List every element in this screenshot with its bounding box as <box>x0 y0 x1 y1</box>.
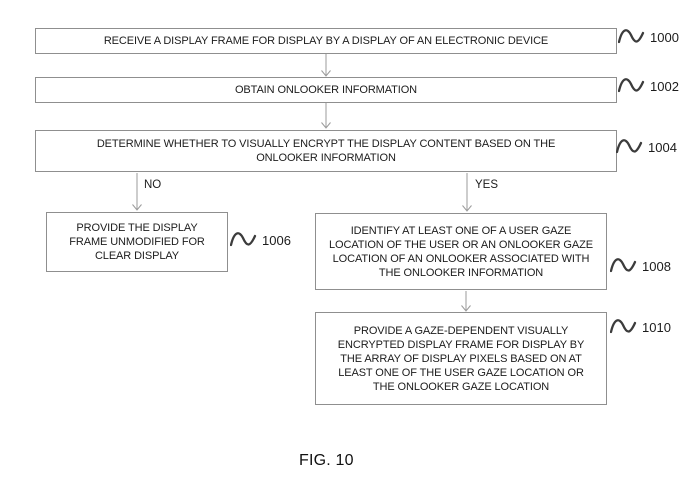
reference-squiggle-icon <box>230 229 257 251</box>
ref-number: 1004 <box>648 139 677 155</box>
step-box-provide-encrypted <box>315 312 607 405</box>
step-text: IDENTIFY AT LEAST ONE OF A USER GAZE LOCATION OF THE USER OR AN ONLOOKER GAZE LOCATION OF AN ONLOOKER ASSOCIATED WITH THE ONLOOKER INFORMATION <box>329 224 593 279</box>
ref-number: 1000 <box>650 29 679 45</box>
ref-number: 1008 <box>642 258 671 274</box>
ref-1004 <box>616 136 677 158</box>
arrow-down-icon <box>319 103 333 129</box>
step-text: RECEIVE A DISPLAY FRAME FOR DISPLAY BY A DISPLAY OF AN ELECTRONIC DEVICE <box>103 35 549 47</box>
figure-caption: FIG. 10 <box>299 452 354 469</box>
ref-1006 <box>230 229 291 251</box>
reference-squiggle-icon <box>618 75 645 97</box>
ref-1002 <box>618 75 679 97</box>
arrow-down-icon <box>319 54 333 77</box>
ref-1008 <box>610 255 671 277</box>
ref-number: 1002 <box>650 78 679 94</box>
branch-label-no: NO <box>144 179 162 191</box>
ref-number: 1006 <box>262 232 291 248</box>
reference-squiggle-icon <box>618 26 645 48</box>
arrow-down-icon <box>459 291 473 312</box>
branch-label-yes: YES <box>475 179 499 191</box>
arrow-down-no-branch-icon <box>130 173 144 211</box>
step-box-obtain-onlooker-info <box>35 77 617 103</box>
ref-1010 <box>610 316 671 338</box>
step-box-determine-encrypt <box>35 130 617 172</box>
step-text: PROVIDE THE DISPLAY FRAME UNMODIFIED FOR CLEAR DISPLAY <box>69 222 205 262</box>
reference-squiggle-icon <box>616 136 643 158</box>
step-box-provide-unmodified <box>46 212 228 272</box>
ref-1000 <box>618 26 679 48</box>
step-text: PROVIDE A GAZE-DEPENDENT VISUALLY ENCRYPTED DISPLAY FRAME FOR DISPLAY BY THE ARRAY OF DISPLAY PIXELS BASED ON AT LEAST ONE OF THE USER GAZE LOCATION OR THE ONLOOKER GAZE LOCATION <box>337 324 585 393</box>
arrow-down-yes-branch-icon <box>460 173 474 212</box>
step-box-identify-gaze <box>315 213 607 290</box>
step-text: DETERMINE WHETHER TO VISUALLY ENCRYPT THE DISPLAY CONTENT BASED ON THE ONLOOKER INFORMATION <box>96 138 556 164</box>
ref-number: 1010 <box>642 319 671 335</box>
step-box-receive-frame <box>35 28 617 54</box>
step-text: OBTAIN ONLOOKER INFORMATION <box>234 84 418 96</box>
reference-squiggle-icon <box>610 255 637 277</box>
reference-squiggle-icon <box>610 316 637 338</box>
